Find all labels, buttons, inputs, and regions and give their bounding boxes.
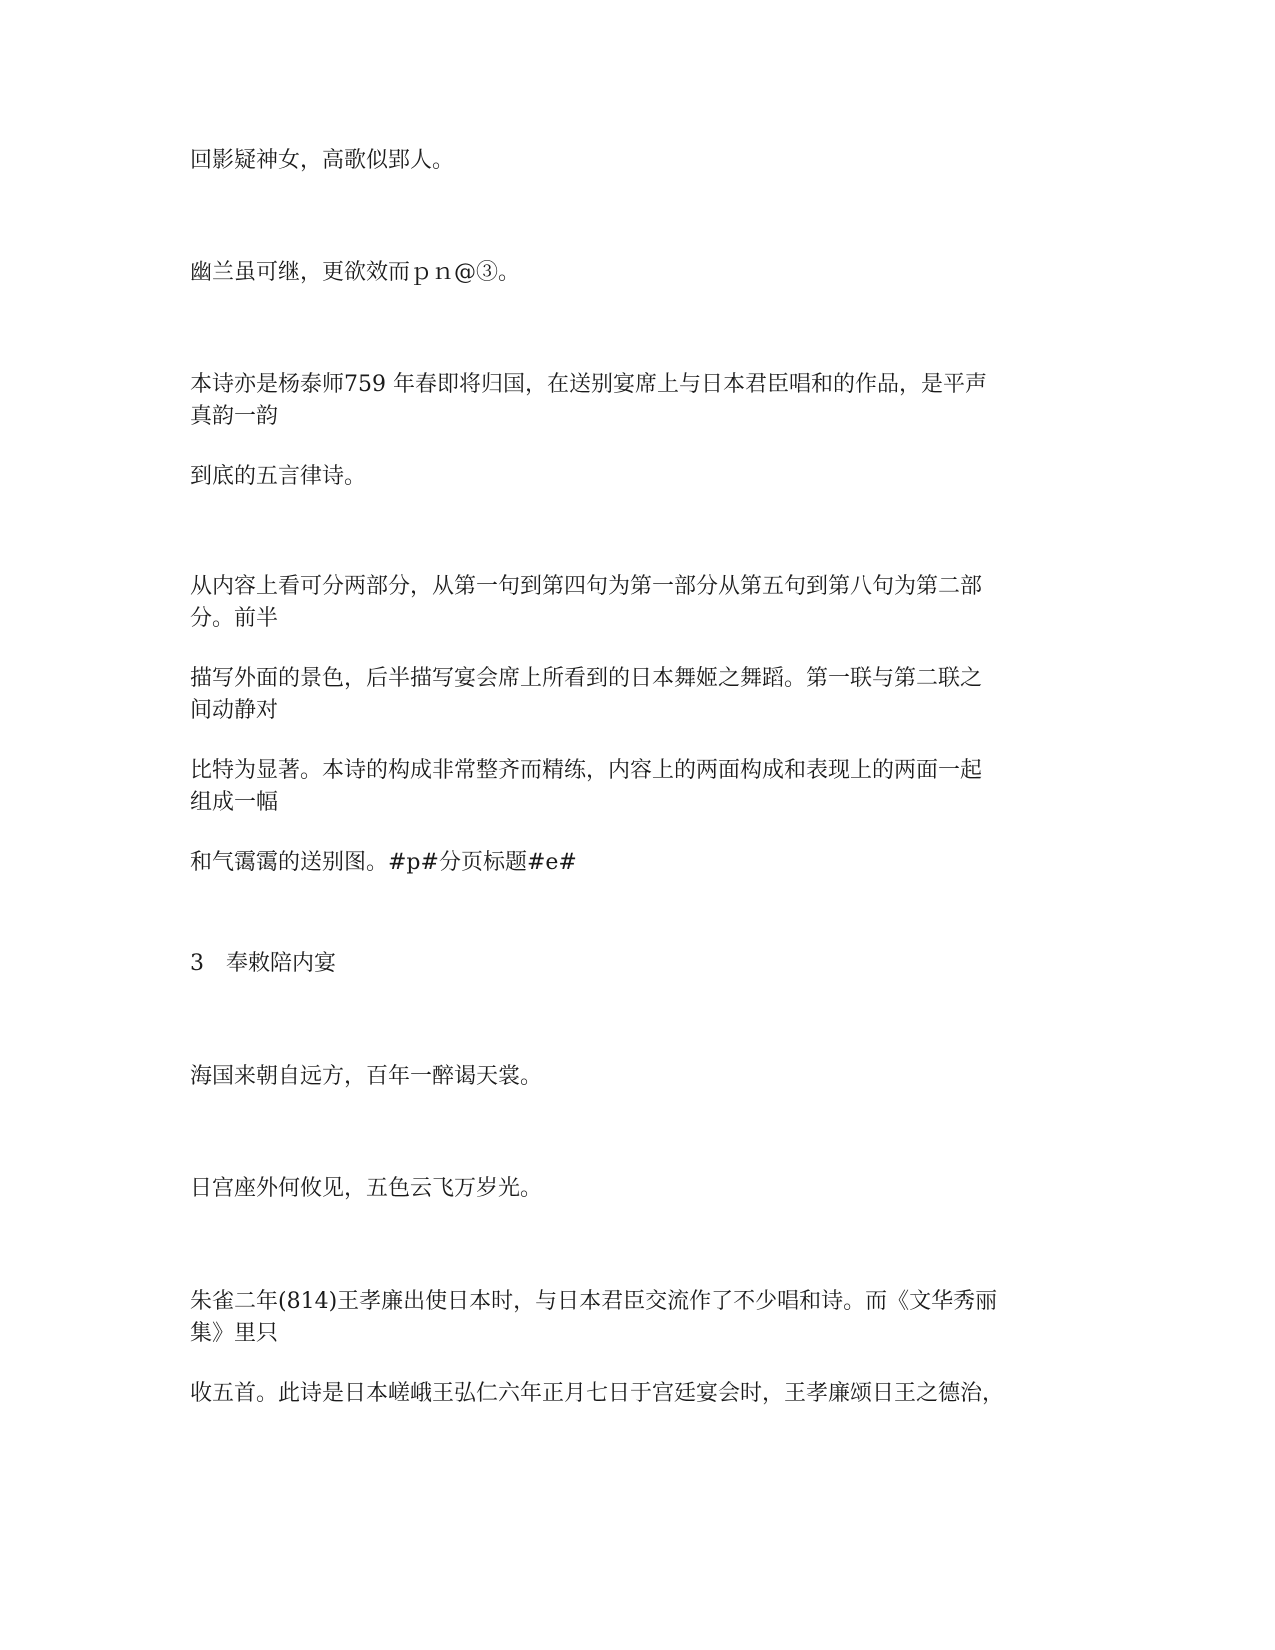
paragraph-line: 组成一幅 <box>190 790 279 815</box>
paragraph-line: 比特为显著。本诗的构成非常整齐而精练，内容上的两面构成和表现上的两面一起 <box>190 758 983 783</box>
poem-line-2: 幽兰虽可继，更欲效而ｐｎ@③。 <box>190 260 521 285</box>
poem-line-1: 回影疑神女，高歌似郢人。 <box>190 148 455 173</box>
paragraph-line: 描写外面的景色，后半描写宴会席上所看到的日本舞姬之舞蹈。第一联与第二联之 <box>190 666 983 691</box>
paragraph-line: 间动静对 <box>190 698 279 723</box>
paragraph-line: 和气霭霭的送别图。#p#分页标题#e# <box>190 850 577 875</box>
paragraph-line: 分。前半 <box>190 606 279 631</box>
paragraph-analysis <box>190 571 1090 879</box>
section-heading <box>190 948 1090 980</box>
paragraph-line: 真韵一韵 <box>190 404 279 429</box>
paragraph-intro <box>190 369 1090 493</box>
paragraph-background <box>190 1286 1090 1410</box>
paragraph-line: 集》里只 <box>190 1321 279 1346</box>
section-number: 3 <box>190 951 204 976</box>
poem2-line-2: 日宫座外何攸见，五色云飞万岁光。 <box>190 1176 543 1201</box>
section-title: 奉敕陪内宴 <box>226 951 337 976</box>
paragraph-line: 朱雀二年(814)王孝廉出使日本时，与日本君臣交流作了不少唱和诗。而《文华秀丽 <box>190 1289 998 1314</box>
paragraph-line: 从内容上看可分两部分，从第一句到第四句为第一部分从第五句到第八句为第二部 <box>190 574 983 599</box>
poem2-line-1: 海国来朝自远方，百年一醉谒天裳。 <box>190 1064 543 1089</box>
paragraph-line: 到底的五言律诗。 <box>190 464 367 489</box>
paragraph-line: 收五首。此诗是日本嵯峨王弘仁六年正月七日于宫廷宴会时，王孝廉颂日王之德治， <box>190 1381 1005 1406</box>
paragraph-line: 本诗亦是杨泰师759 年春即将归国，在送别宴席上与日本君臣唱和的作品，是平声 <box>190 372 987 397</box>
